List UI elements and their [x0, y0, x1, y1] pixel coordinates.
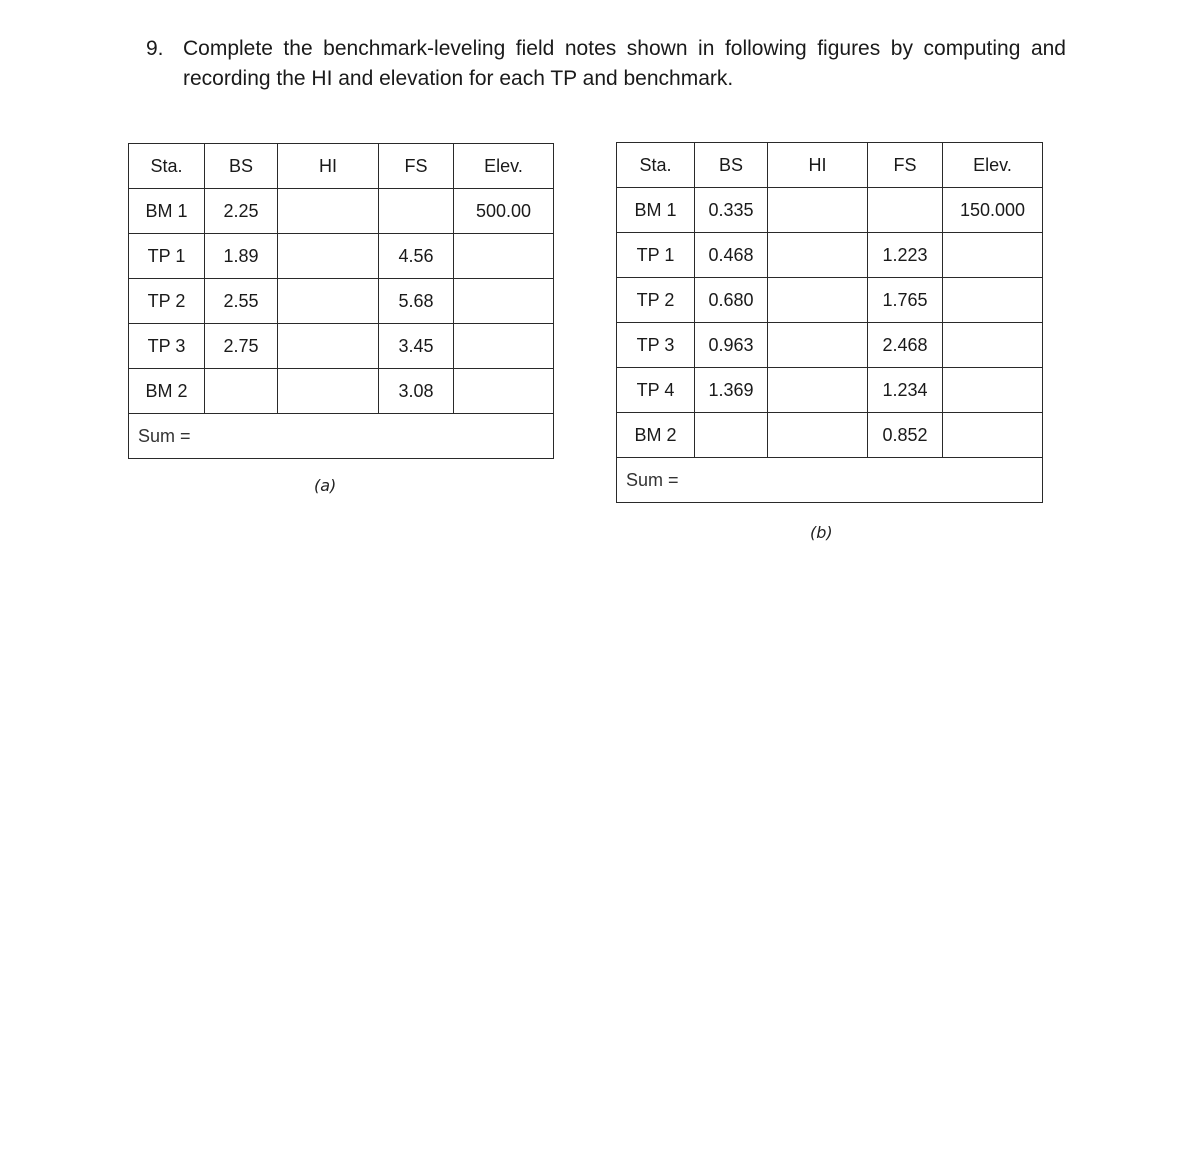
header-cell: FS — [379, 144, 454, 189]
fs-cell — [379, 189, 454, 234]
bs-cell: 0.335 — [695, 188, 768, 233]
station-cell: BM 1 — [129, 189, 205, 234]
elev-cell — [454, 369, 554, 414]
table-row — [617, 323, 1043, 368]
hi-cell — [278, 234, 379, 279]
sum-label: Sum = — [617, 458, 1043, 503]
station-cell: TP 1 — [129, 234, 205, 279]
bs-cell: 1.89 — [205, 234, 278, 279]
elev-cell — [454, 234, 554, 279]
fs-cell: 4.56 — [379, 234, 454, 279]
hi-cell — [768, 368, 868, 413]
elev-cell — [454, 324, 554, 369]
station-cell: TP 4 — [617, 368, 695, 413]
bs-cell: 1.369 — [695, 368, 768, 413]
hi-cell — [278, 189, 379, 234]
station-cell: BM 2 — [617, 413, 695, 458]
question-text: Complete the benchmark-leveling field notes shown in following figures by computing and recording the HI and elevation for each TP and benchmark. — [183, 37, 1066, 90]
fs-cell: 2.468 — [868, 323, 943, 368]
bs-cell: 2.55 — [205, 279, 278, 324]
bs-cell: 0.680 — [695, 278, 768, 323]
table-row — [617, 413, 1043, 458]
field-notes-table-b — [616, 142, 1043, 503]
header-cell: Sta. — [129, 144, 205, 189]
header-row — [129, 144, 554, 189]
hi-cell — [768, 413, 868, 458]
table-row — [129, 279, 554, 324]
bs-cell: 0.468 — [695, 233, 768, 278]
fs-cell: 3.45 — [379, 324, 454, 369]
table-row — [129, 369, 554, 414]
elev-cell: 150.000 — [943, 188, 1043, 233]
caption-a: (a) — [314, 476, 337, 495]
question-number: 9. — [146, 37, 164, 60]
table-row — [129, 234, 554, 279]
hi-cell — [278, 324, 379, 369]
header-row — [617, 143, 1043, 188]
elev-cell — [943, 233, 1043, 278]
hi-cell — [768, 233, 868, 278]
table-row — [617, 368, 1043, 413]
table-row — [617, 188, 1043, 233]
sum-label: Sum = — [129, 414, 554, 459]
fs-cell — [868, 188, 943, 233]
elev-cell: 500.00 — [454, 189, 554, 234]
header-cell: Elev. — [454, 144, 554, 189]
fs-cell: 1.765 — [868, 278, 943, 323]
station-cell: TP 3 — [617, 323, 695, 368]
table-row — [617, 278, 1043, 323]
elev-cell — [943, 413, 1043, 458]
station-cell: TP 1 — [617, 233, 695, 278]
fs-cell: 5.68 — [379, 279, 454, 324]
sum-row — [129, 414, 554, 459]
header-cell: FS — [868, 143, 943, 188]
table-row — [617, 233, 1043, 278]
fs-cell: 0.852 — [868, 413, 943, 458]
hi-cell — [768, 323, 868, 368]
station-cell: TP 2 — [129, 279, 205, 324]
hi-cell — [278, 369, 379, 414]
elev-cell — [943, 368, 1043, 413]
header-cell: HI — [768, 143, 868, 188]
fs-cell: 1.223 — [868, 233, 943, 278]
header-cell: Sta. — [617, 143, 695, 188]
table-row — [129, 189, 554, 234]
field-notes-table-a — [128, 143, 554, 459]
station-cell: BM 1 — [617, 188, 695, 233]
fs-cell: 3.08 — [379, 369, 454, 414]
hi-cell — [278, 279, 379, 324]
question — [146, 34, 1066, 94]
bs-cell: 2.75 — [205, 324, 278, 369]
table-row — [129, 324, 554, 369]
bs-cell: 0.963 — [695, 323, 768, 368]
header-cell: HI — [278, 144, 379, 189]
caption-b: (b) — [810, 523, 833, 542]
fs-cell: 1.234 — [868, 368, 943, 413]
hi-cell — [768, 188, 868, 233]
header-cell: Elev. — [943, 143, 1043, 188]
hi-cell — [768, 278, 868, 323]
bs-cell — [695, 413, 768, 458]
header-cell: BS — [205, 144, 278, 189]
bs-cell — [205, 369, 278, 414]
station-cell: TP 3 — [129, 324, 205, 369]
elev-cell — [454, 279, 554, 324]
header-cell: BS — [695, 143, 768, 188]
bs-cell: 2.25 — [205, 189, 278, 234]
elev-cell — [943, 278, 1043, 323]
sum-row — [617, 458, 1043, 503]
station-cell: BM 2 — [129, 369, 205, 414]
elev-cell — [943, 323, 1043, 368]
station-cell: TP 2 — [617, 278, 695, 323]
